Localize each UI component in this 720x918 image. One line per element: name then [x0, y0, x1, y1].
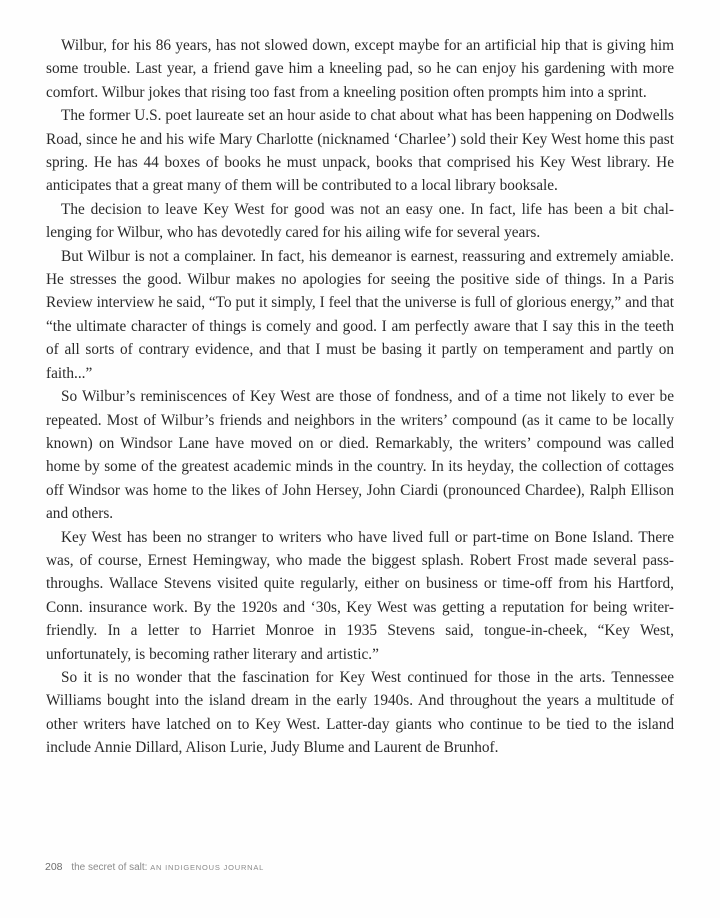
- paragraph-5: So Wilbur’s reminiscences of Key West are those of fondness, and of a time not likely to ever be repeated. Most of Wilbur’s friends and neighbors in the writers’ compound (as it came to be locally known) on Windsor Lane have moved on or died. Remarkably, the writers’ compound was called home by some of the greatest academic minds in the country. In its heyday, the collection of cottages off Windsor was home to the likes of John Hersey, John Ciardi (pronounced Chardee), Ralph Ellison and others.: [46, 388, 674, 523]
- page-footer: [45, 861, 264, 873]
- article-body: [46, 34, 674, 760]
- paragraph-3: The decision to leave Key West for good was not an easy one. In fact, life has been a bit challenging for Wilbur, who has devotedly cared for his ailing wife for several years.: [46, 200, 674, 242]
- paragraph-4: But Wilbur is not a complainer. In fact, his demeanor is earnest, reassuring and extremely amiable. He stresses the good. Wilbur makes no apologies for seeing the positive side of things. In a Paris Review interview he said, “To put it simply, I feel that the universe is full of glorious energy,” and that “the ultimate character of things is comely and good. I am perfectly aware that I say this in the teeth of all sorts of contrary evidence, and that I must be basing it partly on temperament and partly on faith...”: [46, 247, 674, 382]
- journal-title-lower: the secret of salt:: [71, 862, 148, 873]
- paragraph-6: Key West has been no stranger to writers who have lived full or part-time on Bone Island. There was, of course, Ernest Hemingway, who made the biggest splash. Robert Frost made several pass-throughs. Wallace Stevens visited quite regularly, either on business or time-off from his Hartford, Conn. insurance work. By the 1920s and ‘30s, Key West was getting a reputation for being writer-friendly. In a letter to Harriet Monroe in 1935 Stevens said, tongue-in-cheek, “Key West, unfortunately, is becoming rather literary and artistic.”: [46, 528, 674, 663]
- paragraph-1: Wilbur, for his 86 years, has not slowed down, except maybe for an artificial hip that is giving him some trouble. Last year, a friend gave him a kneeling pad, so he can enjoy his gardening with more comfort. Wilbur jokes that rising too fast from a kneeling position often prompts him into a sprint.: [46, 37, 674, 101]
- paragraph-7: So it is no wonder that the fascination for Key West continued for those in the arts. Tennessee Williams bought into the island dream in the early 1940s. And throughout the years a multitude of other writers have latched on to Key West. Latter-day giants who continue to be tied to the island include Annie Dillard, Alison Lurie, Judy Blume and Laurent de Brunhof.: [46, 668, 674, 757]
- paragraph-2: The former U.S. poet laureate set an hour aside to chat about what has been happening on Dodwells Road, since he and his wife Mary Charlotte (nicknamed ‘Charlee’) sold their Key West home this past spring. He has 44 boxes of books he must unpack, books that comprised his Key West library. He anticipates that a great many of them will be contributed to a local library booksale.: [46, 107, 674, 195]
- page-number: 208: [45, 861, 63, 873]
- journal-title-upper: AN INDIGENOUS JOURNAL: [150, 863, 265, 872]
